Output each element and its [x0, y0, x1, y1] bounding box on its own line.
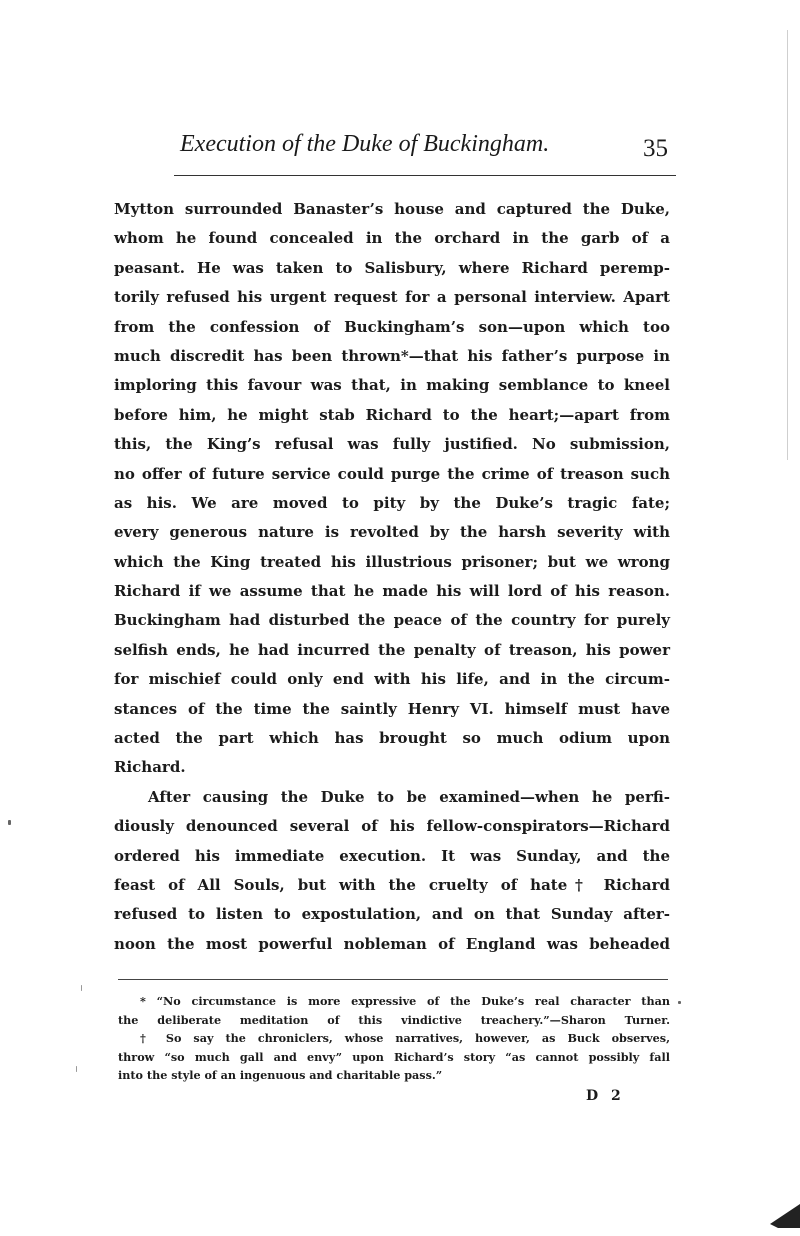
text-line: every generous nature is revolted by the harsh severity with: [114, 523, 670, 542]
text-line: peasant. He was taken to Salisbury, where Richard peremp-: [114, 258, 670, 277]
margin-speck: [76, 1066, 77, 1072]
footnote-line: † So say the chroniclers, whose narratives, however, as Buck observes,: [140, 1031, 670, 1045]
footnotes: [118, 992, 670, 1085]
text-line: torily refused his urgent request for a personal interview. Apart: [114, 288, 670, 307]
margin-speck: [81, 985, 82, 991]
text-line: stances of the time the saintly Henry VI. himself must have: [114, 699, 670, 718]
text-line: no offer of future service could purge the crime of treason such: [114, 464, 670, 483]
footnote-line: into the style of an ingenuous and charitable pass.”: [118, 1068, 443, 1082]
text-line: this, the King’s refusal was fully justified. No submission,: [114, 435, 670, 454]
text-line: which the King treated his illustrious prisoner; but we wrong: [114, 552, 670, 571]
running-title: Execution of the Duke of Buckingham.: [180, 131, 550, 157]
text-line: for mischief could only end with his life, and in the circum-: [114, 670, 670, 689]
page-corner-shadow: [770, 1204, 800, 1228]
text-line: feast of All Souls, but with the cruelty of hate† Richard: [114, 875, 670, 894]
text-line: from the confession of Buckingham’s son—upon which too: [114, 317, 670, 336]
signature-mark: D 2: [586, 1088, 625, 1104]
text-line: Richard if we assume that he made his will lord of his reason.: [114, 582, 670, 601]
text-line: much discredit has been thrown*—that his father’s purpose in: [114, 346, 670, 365]
text-line: diously denounced several of his fellow-conspirators—Richard: [114, 817, 670, 836]
header-rule: [174, 175, 676, 176]
margin-speck: [678, 1001, 681, 1004]
page-edge-line: [787, 30, 788, 460]
text-line: imploring this favour was that, in making semblance to kneel: [114, 376, 670, 395]
text-line: ordered his immediate execution. It was Sunday, and the: [114, 846, 670, 865]
margin-speck: [8, 820, 11, 825]
footnote-line: * “No circumstance is more expressive of the Duke’s real character than: [140, 994, 670, 1008]
text-line: acted the part which has brought so much odium upon: [114, 729, 670, 748]
text-line: as his. We are moved to pity by the Duke’s tragic fate;: [114, 493, 670, 512]
text-line: After causing the Duke to be examined—when he perfi-: [148, 787, 670, 806]
text-line: whom he found concealed in the orchard in the garb of a: [114, 229, 670, 248]
text-line: selfish ends, he had incurred the penalty of treason, his power: [114, 640, 670, 659]
footnote-line: the deliberate meditation of this vindictive treachery.”—Sharon Turner.: [118, 1012, 670, 1027]
text-line: before him, he might stab Richard to the heart;—apart from: [114, 405, 670, 424]
page-header: [116, 128, 668, 162]
text-line: Richard.: [114, 758, 186, 777]
text-line: refused to listen to expostulation, and on that Sunday after-: [114, 905, 670, 924]
body-text: [114, 195, 670, 959]
page-number: 35: [643, 135, 668, 162]
text-line: noon the most powerful nobleman of England was beheaded: [114, 934, 670, 953]
text-line: Mytton surrounded Banaster’s house and captured the Duke,: [114, 200, 670, 218]
footnote-rule: [118, 979, 668, 980]
footnote-line: throw “so much gall and envy” upon Richard’s story “as cannot possibly fall: [118, 1049, 670, 1064]
text-line: Buckingham had disturbed the peace of the country for purely: [114, 611, 670, 630]
